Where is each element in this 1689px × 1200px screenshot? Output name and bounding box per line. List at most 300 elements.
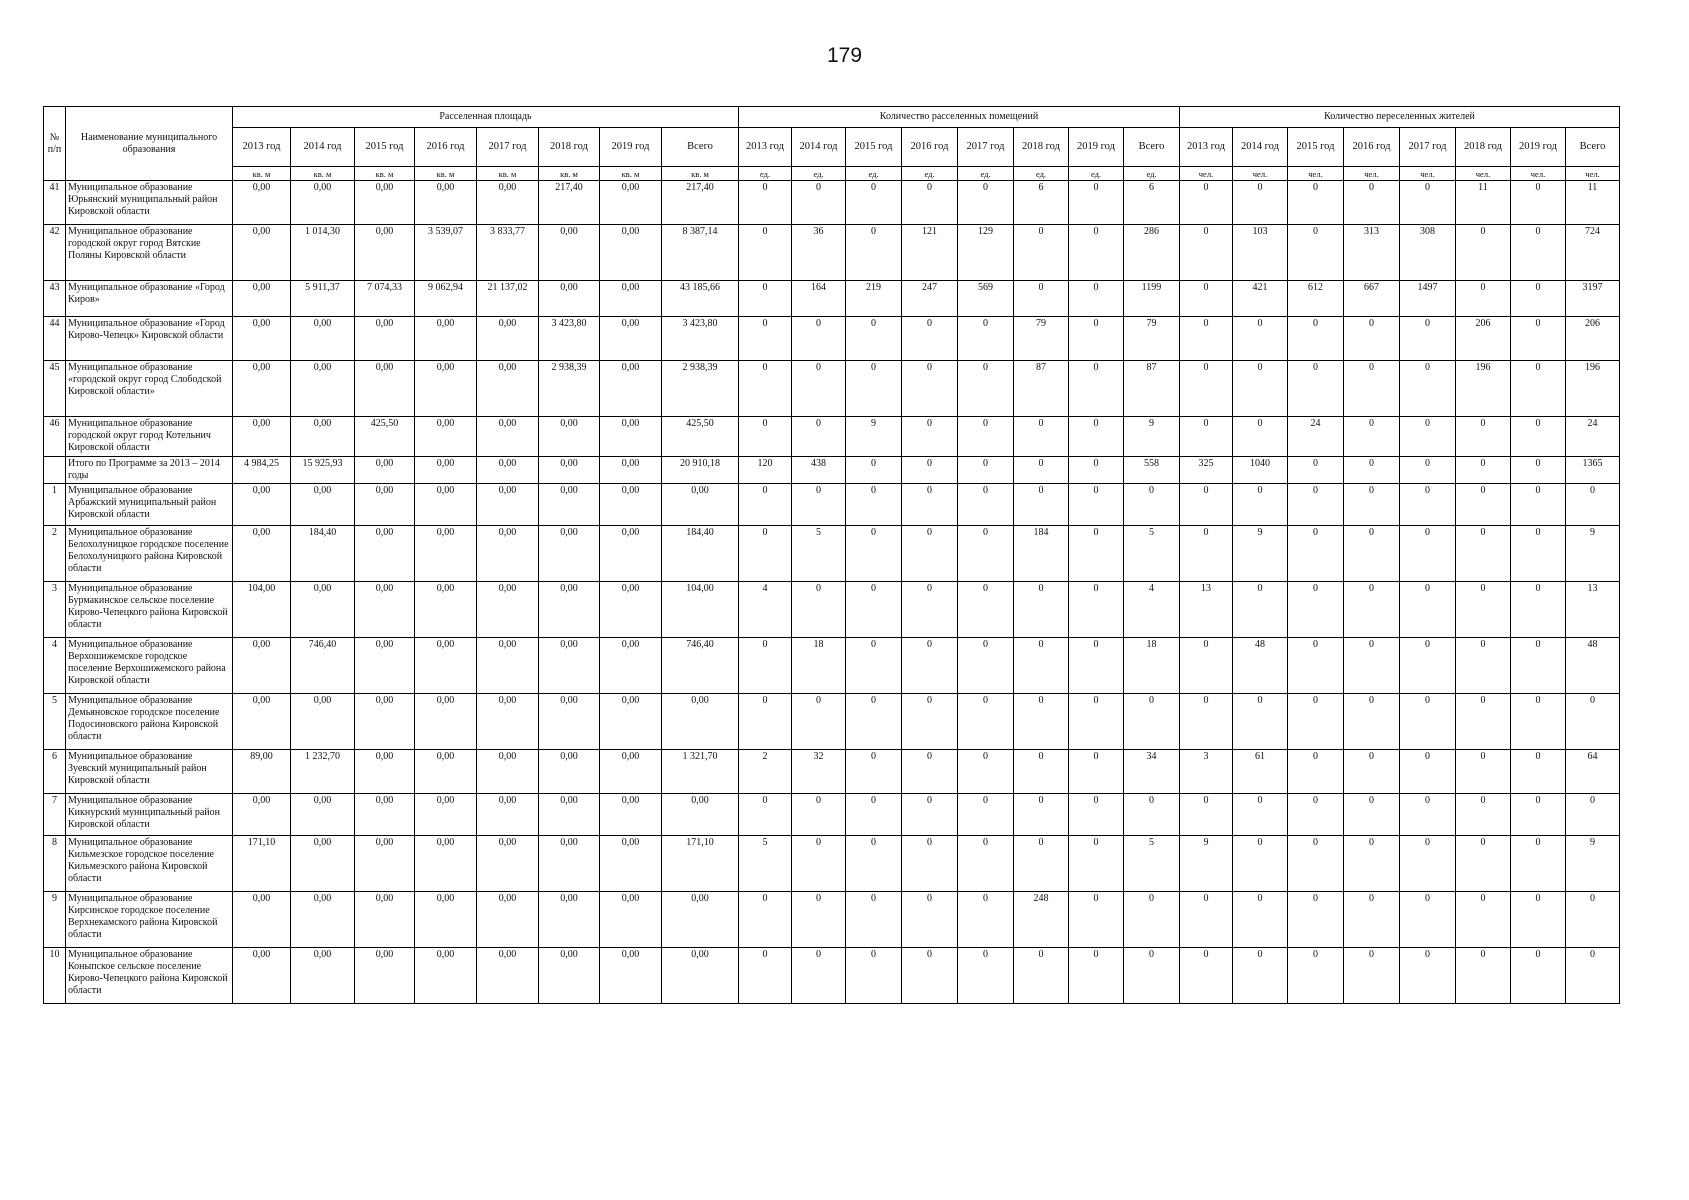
people-cell: 0	[1511, 361, 1566, 417]
people-cell: 0	[1233, 317, 1288, 361]
area-cell: 0,00	[233, 638, 291, 694]
area-cell: 0,00	[662, 948, 739, 1004]
rooms-cell: 0	[958, 457, 1014, 484]
rooms-cell: 0	[1124, 948, 1180, 1004]
area-cell: 0,00	[600, 750, 662, 794]
rooms-cell: 247	[902, 281, 958, 317]
rooms-cell: 0	[902, 638, 958, 694]
area-cell: 7 074,33	[355, 281, 415, 317]
rooms-cell: 0	[846, 638, 902, 694]
header-unit-rooms-7: ед.	[1124, 167, 1180, 181]
area-cell: 0,00	[355, 794, 415, 836]
people-cell: 103	[1233, 225, 1288, 281]
rooms-cell: 184	[1014, 526, 1069, 582]
area-cell: 104,00	[662, 582, 739, 638]
rooms-cell: 0	[1069, 361, 1124, 417]
rooms-cell: 0	[1069, 225, 1124, 281]
table-row	[44, 484, 1620, 526]
municipality-name: Муниципальное образование Зуевский муниципальный район Кировской области	[66, 750, 233, 794]
people-cell: 48	[1233, 638, 1288, 694]
table-row	[44, 694, 1620, 750]
table-row	[44, 836, 1620, 892]
header-year-rooms-2: 2015 год	[846, 128, 902, 167]
area-cell: 0,00	[539, 281, 600, 317]
area-cell: 0,00	[415, 457, 477, 484]
people-cell: 0	[1511, 794, 1566, 836]
rooms-cell: 5	[792, 526, 846, 582]
table-row	[44, 317, 1620, 361]
rooms-cell: 0	[1014, 582, 1069, 638]
rooms-cell: 0	[958, 638, 1014, 694]
rooms-cell: 129	[958, 225, 1014, 281]
area-cell: 3 423,80	[539, 317, 600, 361]
people-cell: 0	[1288, 526, 1344, 582]
municipality-name: Муниципальное образование «городской округ город Слободской Кировской области»	[66, 361, 233, 417]
people-cell: 0	[1288, 836, 1344, 892]
area-cell: 0,00	[600, 836, 662, 892]
rooms-cell: 0	[792, 181, 846, 225]
table-row	[44, 750, 1620, 794]
area-cell: 0,00	[600, 417, 662, 457]
people-cell: 0	[1511, 638, 1566, 694]
people-cell: 1365	[1566, 457, 1620, 484]
people-cell: 0	[1511, 836, 1566, 892]
rooms-cell: 0	[902, 750, 958, 794]
header-year-people-6: 2019 год	[1511, 128, 1566, 167]
rooms-cell: 0	[958, 750, 1014, 794]
people-cell: 13	[1180, 582, 1233, 638]
rooms-cell: 0	[846, 836, 902, 892]
people-cell: 0	[1180, 694, 1233, 750]
area-cell: 3 833,77	[477, 225, 539, 281]
people-cell: 48	[1566, 638, 1620, 694]
rooms-cell: 569	[958, 281, 1014, 317]
header-year-area-0: 2013 год	[233, 128, 291, 167]
rooms-cell: 6	[1124, 181, 1180, 225]
rooms-cell: 0	[739, 892, 792, 948]
header-year-area-6: 2019 год	[600, 128, 662, 167]
header-unit-area-7: кв. м	[662, 167, 739, 181]
people-cell: 0	[1288, 948, 1344, 1004]
people-cell: 0	[1344, 638, 1400, 694]
rooms-cell: 0	[902, 526, 958, 582]
header-year-people-4: 2017 год	[1400, 128, 1456, 167]
area-cell: 20 910,18	[662, 457, 739, 484]
rooms-cell: 0	[739, 317, 792, 361]
area-cell: 0,00	[477, 457, 539, 484]
rooms-cell: 0	[1069, 457, 1124, 484]
people-cell: 0	[1180, 361, 1233, 417]
area-cell: 0,00	[233, 484, 291, 526]
rooms-cell: 0	[958, 582, 1014, 638]
rooms-cell: 0	[1124, 484, 1180, 526]
area-cell: 0,00	[477, 361, 539, 417]
rooms-cell: 0	[739, 181, 792, 225]
people-cell: 24	[1288, 417, 1344, 457]
area-cell: 0,00	[233, 892, 291, 948]
row-number: 42	[44, 225, 66, 281]
header-unit-rooms-0: ед.	[739, 167, 792, 181]
municipality-name: Муниципальное образование «Город Кирово-Чепецк» Кировской области	[66, 317, 233, 361]
people-cell: 1497	[1400, 281, 1456, 317]
people-cell: 0	[1456, 225, 1511, 281]
area-cell: 0,00	[600, 794, 662, 836]
municipality-name: Муниципальное образование городской округ город Котельнич Кировской области	[66, 417, 233, 457]
area-cell: 0,00	[415, 948, 477, 1004]
area-cell: 0,00	[355, 694, 415, 750]
area-cell: 0,00	[291, 892, 355, 948]
area-cell: 0,00	[662, 892, 739, 948]
area-cell: 0,00	[539, 892, 600, 948]
people-cell: 206	[1566, 317, 1620, 361]
header-year-rooms-7: Всего	[1124, 128, 1180, 167]
area-cell: 0,00	[600, 948, 662, 1004]
people-cell: 0	[1344, 181, 1400, 225]
area-cell: 15 925,93	[291, 457, 355, 484]
area-cell: 0,00	[477, 526, 539, 582]
municipality-name: Муниципальное образование городской округ город Вятские Поляны Кировской области	[66, 225, 233, 281]
area-cell: 0,00	[415, 417, 477, 457]
area-cell: 104,00	[233, 582, 291, 638]
header-unit-people-1: чел.	[1233, 167, 1288, 181]
area-cell: 0,00	[600, 457, 662, 484]
people-cell: 0	[1288, 794, 1344, 836]
area-cell: 0,00	[415, 892, 477, 948]
rooms-cell: 0	[846, 892, 902, 948]
people-cell: 11	[1566, 181, 1620, 225]
rooms-cell: 87	[1124, 361, 1180, 417]
rooms-cell: 0	[958, 417, 1014, 457]
row-number: 8	[44, 836, 66, 892]
rooms-cell: 558	[1124, 457, 1180, 484]
people-cell: 313	[1344, 225, 1400, 281]
people-cell: 0	[1456, 948, 1511, 1004]
people-cell: 0	[1288, 694, 1344, 750]
header-year-people-7: Всего	[1566, 128, 1620, 167]
people-cell: 0	[1180, 484, 1233, 526]
rooms-cell: 0	[1069, 836, 1124, 892]
area-cell: 0,00	[291, 948, 355, 1004]
people-cell: 0	[1400, 181, 1456, 225]
rooms-cell: 9	[1124, 417, 1180, 457]
area-cell: 0,00	[600, 361, 662, 417]
rooms-cell: 0	[792, 694, 846, 750]
rooms-cell: 0	[1014, 638, 1069, 694]
rooms-cell: 0	[1069, 892, 1124, 948]
people-cell: 0	[1456, 892, 1511, 948]
people-cell: 0	[1344, 526, 1400, 582]
area-cell: 171,10	[662, 836, 739, 892]
area-cell: 0,00	[291, 361, 355, 417]
area-cell: 425,50	[355, 417, 415, 457]
rooms-cell: 0	[846, 582, 902, 638]
area-cell: 217,40	[662, 181, 739, 225]
people-cell: 325	[1180, 457, 1233, 484]
rooms-cell: 0	[1014, 225, 1069, 281]
rooms-cell: 0	[902, 694, 958, 750]
people-cell: 0	[1456, 794, 1511, 836]
header-name: Наименование муниципального образования	[66, 107, 233, 181]
rooms-cell: 0	[846, 457, 902, 484]
header-year-area-2: 2015 год	[355, 128, 415, 167]
header-num: № п/п	[44, 107, 66, 181]
people-cell: 9	[1566, 526, 1620, 582]
rooms-cell: 0	[1124, 794, 1180, 836]
header-year-rooms-0: 2013 год	[739, 128, 792, 167]
rooms-cell: 0	[792, 794, 846, 836]
rooms-cell: 0	[792, 948, 846, 1004]
header-unit-rooms-1: ед.	[792, 167, 846, 181]
row-number: 44	[44, 317, 66, 361]
area-cell: 0,00	[233, 948, 291, 1004]
rooms-cell: 438	[792, 457, 846, 484]
header-unit-area-4: кв. м	[477, 167, 539, 181]
area-cell: 0,00	[355, 638, 415, 694]
rooms-cell: 0	[739, 526, 792, 582]
rooms-cell: 0	[739, 281, 792, 317]
people-cell: 0	[1511, 484, 1566, 526]
people-cell: 0	[1511, 582, 1566, 638]
area-cell: 0,00	[355, 892, 415, 948]
rooms-cell: 0	[958, 181, 1014, 225]
area-cell: 0,00	[415, 694, 477, 750]
rooms-cell: 0	[902, 582, 958, 638]
people-cell: 0	[1180, 417, 1233, 457]
header-unit-rooms-6: ед.	[1069, 167, 1124, 181]
rooms-cell: 0	[792, 836, 846, 892]
people-cell: 0	[1344, 417, 1400, 457]
area-cell: 1 321,70	[662, 750, 739, 794]
rooms-cell: 0	[958, 484, 1014, 526]
table-row	[44, 281, 1620, 317]
rooms-cell: 4	[1124, 582, 1180, 638]
municipality-name: Муниципальное образование Кикнурский муниципальный район Кировской области	[66, 794, 233, 836]
rooms-cell: 0	[739, 484, 792, 526]
people-cell: 0	[1566, 694, 1620, 750]
header-year-people-0: 2013 год	[1180, 128, 1233, 167]
area-cell: 0,00	[415, 582, 477, 638]
area-cell: 0,00	[233, 526, 291, 582]
area-cell: 0,00	[477, 181, 539, 225]
rooms-cell: 0	[1014, 484, 1069, 526]
area-cell: 0,00	[539, 836, 600, 892]
people-cell: 0	[1511, 457, 1566, 484]
area-cell: 184,40	[291, 526, 355, 582]
rooms-cell: 120	[739, 457, 792, 484]
header-year-rooms-1: 2014 год	[792, 128, 846, 167]
rooms-cell: 0	[739, 948, 792, 1004]
people-cell: 421	[1233, 281, 1288, 317]
row-number: 5	[44, 694, 66, 750]
rooms-cell: 79	[1124, 317, 1180, 361]
area-cell: 0,00	[233, 694, 291, 750]
people-cell: 0	[1344, 484, 1400, 526]
rooms-cell: 2	[739, 750, 792, 794]
area-cell: 0,00	[600, 317, 662, 361]
rooms-cell: 0	[902, 794, 958, 836]
area-cell: 0,00	[233, 317, 291, 361]
rooms-cell: 18	[1124, 638, 1180, 694]
rooms-cell: 0	[1014, 794, 1069, 836]
area-cell: 0,00	[291, 836, 355, 892]
rooms-cell: 0	[902, 417, 958, 457]
area-cell: 217,40	[539, 181, 600, 225]
area-cell: 0,00	[355, 181, 415, 225]
rooms-cell: 0	[846, 181, 902, 225]
rooms-cell: 0	[1069, 526, 1124, 582]
area-cell: 0,00	[477, 582, 539, 638]
row-number: 2	[44, 526, 66, 582]
people-cell: 0	[1511, 181, 1566, 225]
rooms-cell: 0	[739, 694, 792, 750]
area-cell: 0,00	[539, 794, 600, 836]
people-cell: 0	[1344, 836, 1400, 892]
people-cell: 0	[1456, 457, 1511, 484]
people-cell: 0	[1180, 225, 1233, 281]
people-cell: 0	[1400, 526, 1456, 582]
people-cell: 0	[1180, 317, 1233, 361]
area-cell: 0,00	[291, 582, 355, 638]
rooms-cell: 87	[1014, 361, 1069, 417]
rooms-cell: 5	[1124, 836, 1180, 892]
people-cell: 0	[1400, 694, 1456, 750]
area-cell: 0,00	[291, 181, 355, 225]
rooms-cell: 0	[792, 317, 846, 361]
rooms-cell: 0	[1069, 317, 1124, 361]
people-cell: 0	[1511, 281, 1566, 317]
area-cell: 21 137,02	[477, 281, 539, 317]
rooms-cell: 0	[1124, 892, 1180, 948]
row-number: 7	[44, 794, 66, 836]
row-number: 1	[44, 484, 66, 526]
people-cell: 0	[1566, 794, 1620, 836]
people-cell: 0	[1511, 948, 1566, 1004]
rooms-cell: 9	[846, 417, 902, 457]
people-cell: 0	[1288, 457, 1344, 484]
rooms-cell: 36	[792, 225, 846, 281]
area-cell: 0,00	[477, 794, 539, 836]
people-cell: 0	[1233, 892, 1288, 948]
rooms-cell: 0	[1014, 836, 1069, 892]
area-cell: 0,00	[539, 417, 600, 457]
area-cell: 0,00	[477, 892, 539, 948]
municipality-name: Муниципальное образование Кильмезское городское поселение Кильмезского района Кировской области	[66, 836, 233, 892]
people-cell: 0	[1233, 836, 1288, 892]
people-cell: 0	[1344, 361, 1400, 417]
header-unit-people-2: чел.	[1288, 167, 1344, 181]
rooms-cell: 0	[1069, 484, 1124, 526]
people-cell: 0	[1456, 836, 1511, 892]
rooms-cell: 0	[902, 457, 958, 484]
area-cell: 0,00	[539, 457, 600, 484]
people-cell: 0	[1400, 794, 1456, 836]
header-unit-rooms-4: ед.	[958, 167, 1014, 181]
people-cell: 0	[1400, 836, 1456, 892]
municipality-name: Муниципальное образование «Город Киров»	[66, 281, 233, 317]
rooms-cell: 0	[739, 638, 792, 694]
area-cell: 0,00	[355, 484, 415, 526]
municipality-name: Муниципальное образование Белохолуницкое городское поселение Белохолуницкого района Кировской области	[66, 526, 233, 582]
header-unit-people-4: чел.	[1400, 167, 1456, 181]
rooms-cell: 5	[1124, 526, 1180, 582]
people-cell: 0	[1344, 750, 1400, 794]
header-year-people-1: 2014 год	[1233, 128, 1288, 167]
area-cell: 0,00	[355, 361, 415, 417]
rooms-cell: 0	[1069, 948, 1124, 1004]
rooms-cell: 0	[1069, 750, 1124, 794]
rooms-cell: 0	[846, 948, 902, 1004]
rooms-cell: 0	[846, 526, 902, 582]
rooms-cell: 0	[902, 361, 958, 417]
area-cell: 0,00	[539, 638, 600, 694]
people-cell: 196	[1456, 361, 1511, 417]
area-cell: 0,00	[233, 225, 291, 281]
area-cell: 0,00	[600, 638, 662, 694]
row-number	[44, 457, 66, 484]
header-unit-area-6: кв. м	[600, 167, 662, 181]
rooms-cell: 32	[792, 750, 846, 794]
people-cell: 0	[1344, 892, 1400, 948]
area-cell: 0,00	[415, 836, 477, 892]
area-cell: 0,00	[415, 484, 477, 526]
header-year-area-7: Всего	[662, 128, 739, 167]
rooms-cell: 121	[902, 225, 958, 281]
people-cell: 0	[1344, 794, 1400, 836]
area-cell: 746,40	[662, 638, 739, 694]
people-cell: 0	[1400, 417, 1456, 457]
area-cell: 0,00	[539, 582, 600, 638]
people-cell: 0	[1511, 892, 1566, 948]
people-cell: 0	[1233, 417, 1288, 457]
area-cell: 0,00	[355, 948, 415, 1004]
people-cell: 0	[1180, 892, 1233, 948]
rooms-cell: 0	[958, 794, 1014, 836]
people-cell: 0	[1344, 694, 1400, 750]
people-cell: 0	[1400, 484, 1456, 526]
area-cell: 0,00	[291, 484, 355, 526]
area-cell: 0,00	[233, 417, 291, 457]
row-number: 3	[44, 582, 66, 638]
rooms-cell: 219	[846, 281, 902, 317]
people-cell: 724	[1566, 225, 1620, 281]
rooms-cell: 0	[846, 484, 902, 526]
area-cell: 0,00	[355, 317, 415, 361]
rooms-cell: 0	[1124, 694, 1180, 750]
rooms-cell: 164	[792, 281, 846, 317]
row-number: 6	[44, 750, 66, 794]
rooms-cell: 248	[1014, 892, 1069, 948]
area-cell: 184,40	[662, 526, 739, 582]
area-cell: 0,00	[233, 794, 291, 836]
header-unit-people-3: чел.	[1344, 167, 1400, 181]
area-cell: 0,00	[477, 417, 539, 457]
header-year-people-3: 2016 год	[1344, 128, 1400, 167]
people-cell: 0	[1456, 417, 1511, 457]
rooms-cell: 6	[1014, 181, 1069, 225]
rooms-cell: 0	[958, 361, 1014, 417]
people-cell: 0	[1456, 694, 1511, 750]
people-cell: 0	[1288, 317, 1344, 361]
row-number: 4	[44, 638, 66, 694]
people-cell: 0	[1288, 582, 1344, 638]
people-cell: 0	[1456, 526, 1511, 582]
rooms-cell: 0	[1069, 582, 1124, 638]
table-row	[44, 181, 1620, 225]
row-number: 43	[44, 281, 66, 317]
people-cell: 3197	[1566, 281, 1620, 317]
header-unit-people-0: чел.	[1180, 167, 1233, 181]
people-cell: 0	[1180, 794, 1233, 836]
